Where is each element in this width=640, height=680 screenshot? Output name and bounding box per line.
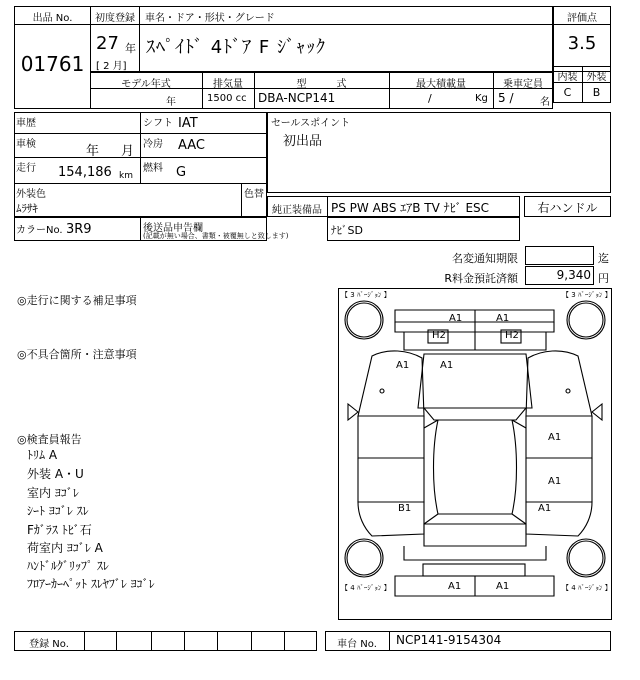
max-load-slash: / [428, 92, 432, 105]
car-info-label: 車名・ドア・形状・グレード [145, 13, 275, 24]
damage-mark-headlight-left: H2 [432, 330, 446, 341]
exterior-grade-label: 外装 [586, 72, 607, 83]
chassis-number-label: 車台 No. [337, 639, 377, 650]
chassis-number-value: NCP141-9154304 [396, 633, 502, 647]
inspector-line: ｼｰﾄ ﾖｺﾞﾚ ｽﾚ [27, 504, 89, 518]
color-number-value: 3R9 [66, 222, 92, 237]
registration-year-unit: 年 [125, 42, 136, 55]
first-registration-label: 初度登録 [95, 13, 135, 24]
inspector-line: 外装 A・U [27, 467, 84, 481]
ac-value: AAC [178, 138, 205, 153]
lot-label: 出品 No. [32, 13, 73, 24]
damage-mark-hood: A1 [440, 360, 454, 371]
driving-notes-title: ◎走行に関する補足事項 [17, 294, 137, 307]
capacity-label: 乗車定員 [503, 79, 543, 90]
diagram-corner-bottom-left: 【 4 ﾊﾞｰｼﾞｮﾝ 】 [341, 584, 391, 592]
history-label: 車歴 [16, 118, 36, 129]
damage-mark-right-front-door: A1 [548, 432, 562, 443]
diagram-corner-bottom-right: 【 4 ﾊﾞｰｼﾞｮﾝ 】 [562, 584, 612, 592]
exterior-grade: B [592, 86, 601, 99]
interior-grade: C [563, 86, 572, 99]
inspection-label: 車検 [16, 139, 36, 150]
score-value: 3.5 [567, 33, 597, 54]
damage-mark-headlight-right: H2 [505, 330, 519, 341]
model-year-unit: 年 [166, 97, 176, 108]
interior-grade-label: 内装 [557, 72, 578, 83]
damage-mark-fender-left: A1 [396, 360, 410, 371]
inspector-line: Fｶﾞﾗｽ ﾄﾋﾞ石 [27, 523, 92, 537]
registration-month: [ 2 月] [96, 61, 127, 72]
fuel-value: G [176, 165, 187, 180]
recycle-label: R料金預託済額 [444, 272, 518, 285]
shift-label: シフト [143, 118, 173, 129]
color-number-label: カラーNo. [16, 225, 63, 236]
damage-mark-front-bumper-left: A1 [449, 313, 463, 324]
diagram-corner-top-right: 【 3 ﾊﾞｰｼﾞｮﾝ 】 [562, 291, 612, 299]
inspector-line: ﾌﾛｱｰｶｰﾍﾟｯﾄ ｽﾚﾔﾌﾞﾚ ﾖｺﾞﾚ [27, 577, 155, 591]
inspector-report-title: ◎検査員報告 [17, 433, 82, 446]
max-load-unit: Kg [475, 93, 488, 104]
shift-value: IAT [178, 116, 198, 131]
sales-point-label: セールスポイント [271, 118, 351, 129]
recycle-unit: 円 [598, 272, 609, 285]
name-change-deadline-box [525, 246, 594, 265]
damage-mark-left-rear-door: B1 [398, 503, 412, 514]
aftermarket-note: (記載が無い場合、書類・被覆無しと致します) [143, 232, 289, 240]
ac-label: 冷房 [143, 139, 163, 150]
damage-mark-rear-bumper-right: A1 [496, 581, 510, 592]
damage-mark-rear-bumper-left: A1 [448, 581, 462, 592]
recycle-value: 9,340 [556, 268, 591, 282]
displacement-value: 1500 cc [207, 93, 247, 104]
defects-notes-title: ◎不具合箇所・注意事項 [17, 348, 137, 361]
aftermarket-value: ﾅﾋﾞSD [331, 224, 363, 237]
registration-number-label: 登録 No. [29, 639, 69, 650]
inspection-year-unit: 年 [86, 144, 100, 159]
name-change-unit: 迄 [598, 252, 609, 265]
lot-number: 01761 [20, 52, 85, 76]
inspector-line: 荷室内 ﾖｺﾞﾚ A [27, 541, 103, 555]
mileage-unit: km [119, 171, 133, 181]
diagram-corner-top-left: 【 3 ﾊﾞｰｼﾞｮﾝ 】 [341, 291, 391, 299]
mileage-value: 154,186 [58, 165, 112, 180]
damage-mark-front-bumper-right: A1 [496, 313, 510, 324]
equipment-value: PS PW ABS ｴｱB TV ﾅﾋﾞ ESC [331, 201, 490, 215]
aftermarket-label: 後送品申告欄 [143, 223, 203, 234]
model-code-label: 型 式 [296, 79, 347, 90]
damage-mark-right-rear-door: A1 [548, 476, 562, 487]
steering-value: 右ハンドル [537, 201, 598, 215]
damage-mark-right-rear-fender: A1 [538, 503, 552, 514]
model-code: DBA-NCP141 [258, 91, 336, 105]
fuel-label: 燃料 [143, 163, 163, 174]
car-name: ｽﾍﾟｲﾄﾞ 4ﾄﾞｱ F ｼﾞｬｯｸ [146, 37, 326, 58]
displacement-label: 排気量 [213, 79, 243, 90]
capacity-value: 5 / [498, 91, 514, 105]
inspector-line: ﾄﾘﾑ A [27, 448, 58, 462]
inspector-line: 室内 ﾖｺﾞﾚ [27, 486, 79, 500]
sales-point-value: 初出品 [283, 134, 323, 149]
registration-year: 27 [96, 33, 119, 54]
equipment-label: 純正装備品 [272, 205, 322, 216]
inspection-month-unit: 月 [121, 144, 135, 159]
capacity-unit: 名 [540, 97, 550, 108]
ext-color-label: 外装色 [16, 189, 46, 200]
max-load-label: 最大積載量 [416, 79, 466, 90]
ext-color-value: ﾑﾗｻｷ [16, 202, 38, 215]
vehicle-damage-diagram [338, 288, 612, 620]
inspector-line: ﾊﾝﾄﾞﾙｸﾞﾘｯﾌﾟ ｽﾚ [27, 559, 109, 573]
model-year-label: モデル年式 [121, 79, 171, 90]
name-change-label: 名変通知期限 [452, 252, 518, 265]
mileage-label: 走行 [16, 163, 36, 174]
recolor-label: 色替 [244, 189, 264, 200]
score-label: 評価点 [567, 13, 597, 24]
